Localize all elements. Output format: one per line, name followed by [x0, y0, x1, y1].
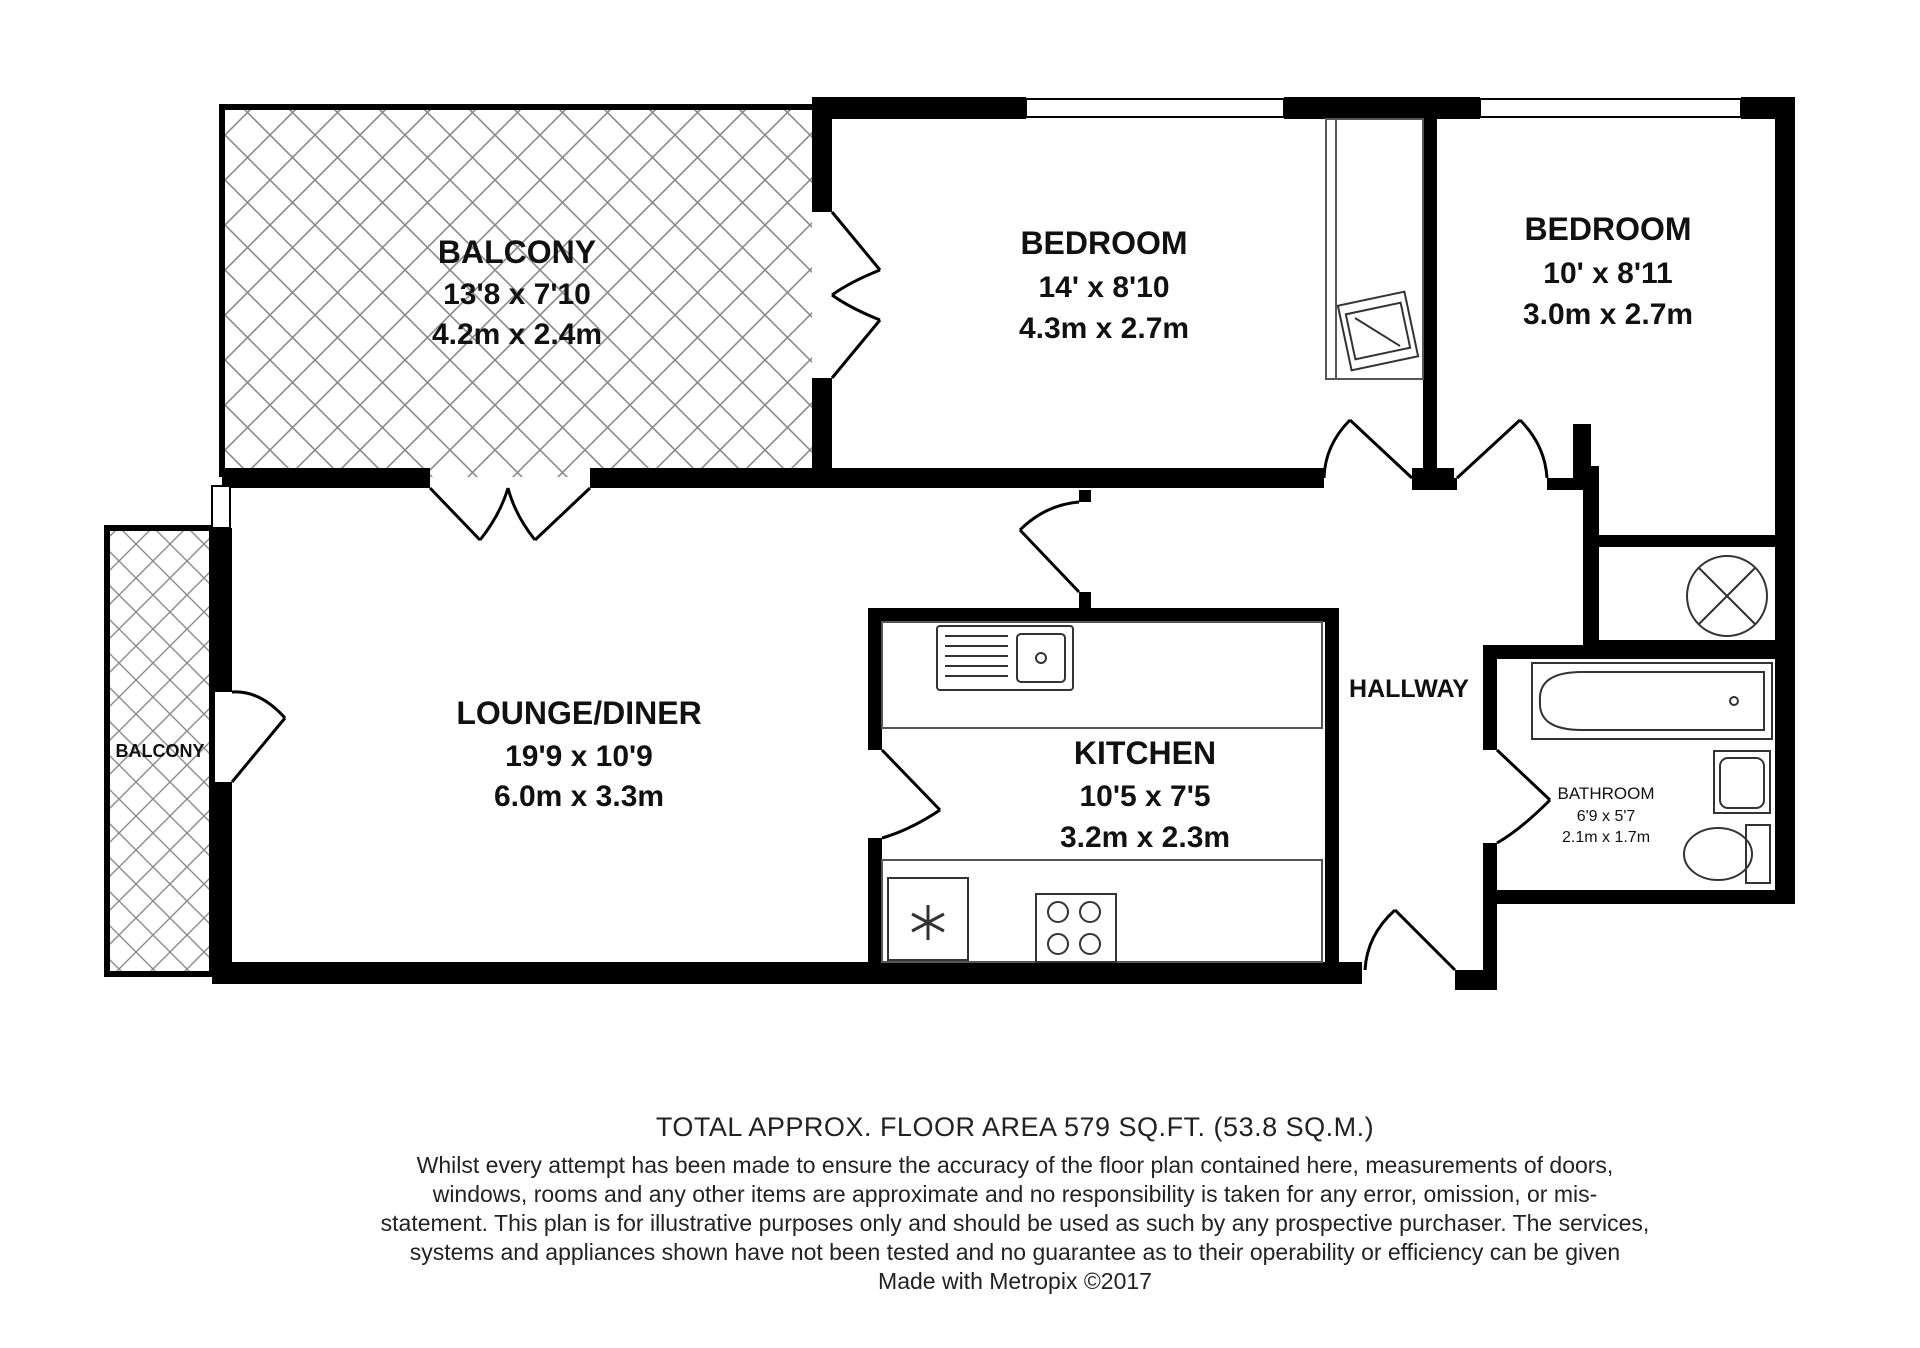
- footer: [380, 1112, 1650, 1296]
- room-name: BATHROOM: [1557, 784, 1655, 803]
- bath-icon: [1532, 663, 1772, 739]
- room-name: BALCONY: [115, 741, 205, 761]
- room-hallway: [1349, 675, 1469, 703]
- hob-icon: [1036, 894, 1116, 962]
- room-kitchen: [1060, 735, 1230, 854]
- toilet-icon: [1684, 825, 1770, 883]
- fridge-freezer-icon: [888, 878, 968, 960]
- room-name: LOUNGE/DINER: [456, 695, 702, 731]
- room-imperial: 10'5 x 7'5: [1079, 780, 1211, 813]
- room-imperial: 6'9 x 5'7: [1576, 808, 1636, 825]
- room-metric: 6.0m x 3.3m: [493, 780, 665, 813]
- room-name: BALCONY: [437, 234, 597, 270]
- room-lounge-diner: [456, 695, 701, 813]
- desk-chair-icon: [1338, 292, 1418, 371]
- room-bedroom-2: [1523, 211, 1693, 331]
- room-name: BEDROOM: [1020, 225, 1188, 261]
- room-imperial: 19'9 x 10'9: [505, 740, 653, 773]
- total-floor-area: TOTAL APPROX. FLOOR AREA 579 SQ.FT. (53.8 SQ.M.): [655, 1112, 1375, 1142]
- basin-icon: [1714, 751, 1770, 813]
- boiler-icon: [1687, 556, 1767, 636]
- sink-icon: [937, 626, 1073, 690]
- room-bedroom-1: [1019, 225, 1189, 345]
- room-name: HALLWAY: [1349, 675, 1469, 703]
- room-metric: 4.3m x 2.7m: [1018, 312, 1190, 345]
- room-imperial: 10' x 8'11: [1543, 257, 1673, 290]
- room-metric: 3.2m x 2.3m: [1059, 821, 1231, 854]
- room-name: BEDROOM: [1524, 211, 1692, 247]
- disclaimer: Whilst every attempt has been made to ensure the accuracy of the floor plan contained here, measurements of doors, windows, rooms and any other items are approximate and no responsibility is taken for any error, omission, or mis-statement. This plan is for illustrative purposes only and should be used as such by any prospective purchaser. The services, systems and appliances shown have not been tested and no guarantee as to their operability or efficiency can be given: [380, 1152, 1650, 1265]
- room-balcony-main: [432, 234, 602, 351]
- room-imperial: 14' x 8'10: [1038, 271, 1170, 304]
- room-metric: 3.0m x 2.7m: [1522, 298, 1694, 331]
- room-metric: 4.2m x 2.4m: [431, 318, 603, 351]
- room-bathroom: [1558, 784, 1655, 846]
- room-balcony-side: [116, 741, 205, 761]
- made-with-credit: Made with Metropix ©2017: [878, 1268, 1152, 1294]
- room-imperial: 13'8 x 7'10: [443, 278, 591, 311]
- room-metric: 2.1m x 1.7m: [1561, 829, 1651, 846]
- room-name: KITCHEN: [1073, 735, 1217, 771]
